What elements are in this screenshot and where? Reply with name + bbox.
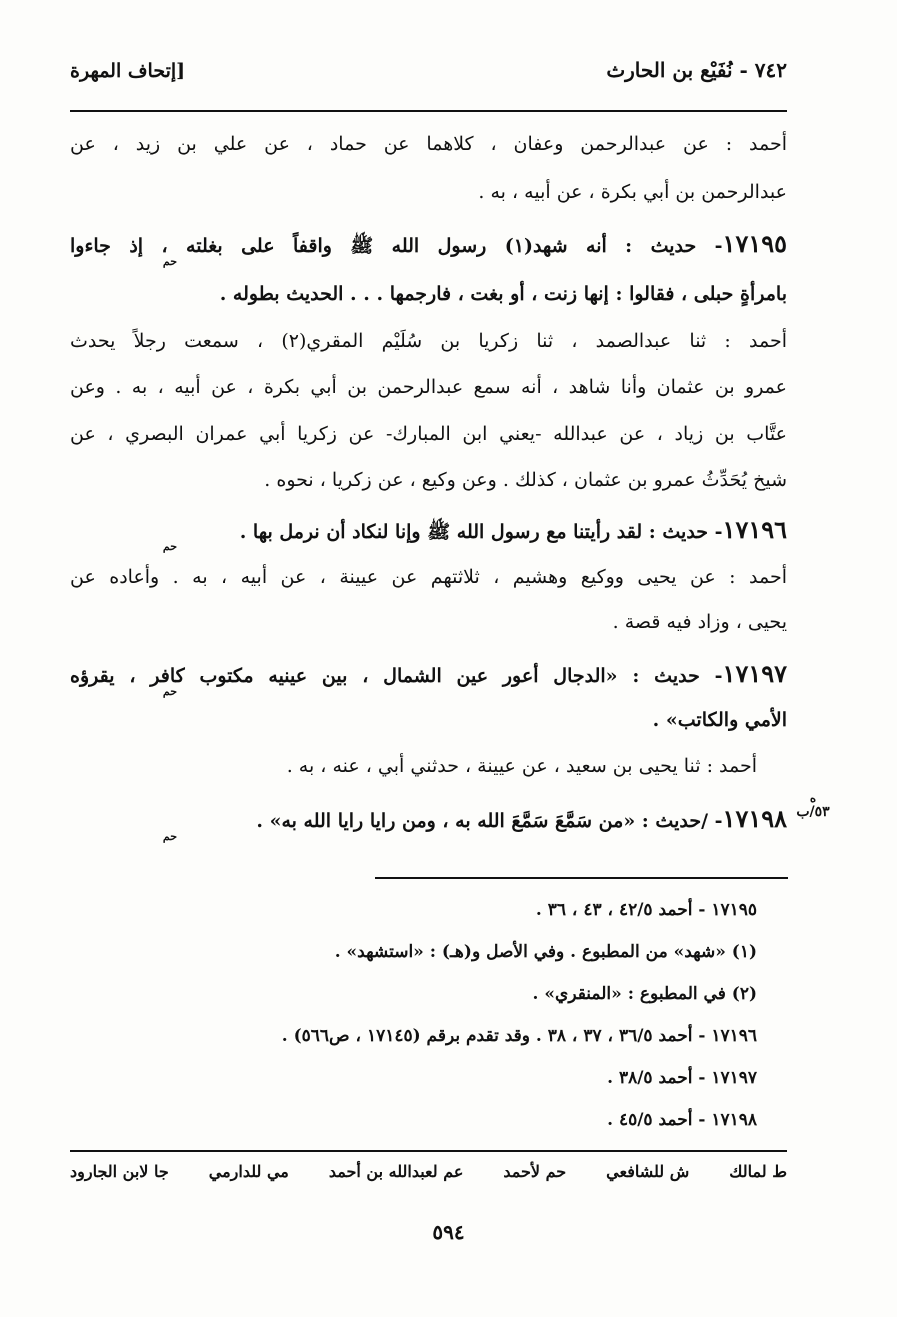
hadith-text: الأمي والكاتب» .: [652, 709, 787, 731]
hadith-number: ١٧١٩٨: [722, 804, 787, 833]
footnote: (٢) في المطبوع : «المنقري» .: [532, 984, 757, 1004]
running-header-title: ٧٤٢ - نُفَيْع بن الحارث: [606, 58, 787, 82]
hadith-number: ١٧١٩٦: [722, 515, 787, 544]
body-line: عتَّاب بن زياد ، عن عبدالله -يعني ابن المبارك- عن زكريا أبي عمران البصري ، عن: [70, 423, 787, 445]
source-mark: حم: [162, 685, 177, 698]
footnote: ١٧١٩٦ - أحمد ٣٦/٥ ، ٣٧ ، ٣٨ . وقد تقدم برقم (١٧١٤٥ ، ص٥٦٦) .: [281, 1026, 757, 1046]
source-mark: حم: [162, 540, 177, 553]
bottom-divider: [70, 1150, 787, 1152]
footnote: ١٧١٩٥ - أحمد ٤٢/٥ ، ٤٣ ، ٣٦ .: [535, 900, 757, 920]
header-divider: [70, 110, 787, 112]
footnote: ١٧١٩٨ - أحمد ٤٥/٥ .: [607, 1110, 757, 1130]
body-line: أحمد : ثنا عبدالصمد ، ثنا زكريا بن سُلَيْم المقري(٢) ، سمعت رجلاً يحدث: [70, 330, 787, 352]
abbreviation-item: جا لابن الجارود: [70, 1162, 169, 1181]
body-line: أحمد : ثنا يحيى بن سعيد ، عن عيينة ، حدثني أبي ، عنه ، به .: [286, 755, 757, 777]
footnote: (١) «شهد» من المطبوع . وفي الأصل و(هـ) : «استشهد» .: [334, 942, 757, 962]
abbreviation-item: حم لأحمد: [503, 1162, 567, 1181]
source-mark: حم: [162, 255, 177, 268]
abbreviation-item: عم لعبدالله بن أحمد: [328, 1162, 464, 1181]
hadith-text: بامرأةٍ حبلى ، فقالوا : إنها زنت ، أو بغت ، فارجمها . . . الحديث بطوله .: [219, 283, 787, 305]
abbreviation-key: [70, 1162, 787, 1181]
hadith-text: - حديث : أنه شهد(١) رسول الله ﷺ واقفاً على بغلته ، إذ جاءوا: [70, 235, 723, 257]
hadith-17198-line: [70, 805, 787, 835]
abbreviation-item: ش للشافعي: [606, 1162, 690, 1181]
source-mark: حم: [162, 830, 177, 843]
abbreviation-item: ط لمالك: [729, 1162, 787, 1181]
hadith-17197-line: [70, 660, 787, 690]
manuscript-folio-note: [795, 792, 831, 820]
footnote-divider: [375, 877, 788, 879]
body-line: يحيى ، وزاد فيه قصة .: [612, 611, 787, 633]
footnote: ١٧١٩٧ - أحمد ٣٨/٥ .: [607, 1068, 757, 1088]
body-line: أحمد : عن عبدالرحمن وعفان ، كلاهما عن حماد ، عن علي بن زيد ، عن: [70, 133, 787, 155]
hadith-text: - /حديث : «من سَمَّعَ سَمَّعَ الله به ، ومن رايا رايا الله به» .: [256, 810, 723, 832]
hadith-number: ١٧١٩٥: [722, 229, 787, 258]
running-header-book: [إتحاف المهرة: [70, 60, 186, 82]
body-line: عمرو بن عثمان وأنا شاهد ، أنه سمع عبدالرحمن بن أبي بكرة ، عن أبيه ، به . وعن: [70, 376, 787, 398]
hadith-text: - حديث : «الدجال أعور عين الشمال ، بين عينيه مكتوب كافر ، يقرؤه: [70, 665, 723, 687]
hadith-text: - حديث : لقد رأيتنا مع رسول الله ﷺ وإنا لنكاد أن نرمل بها .: [239, 521, 723, 543]
hadith-17195-line: [70, 230, 787, 260]
hadith-17196-line: [70, 516, 787, 546]
body-line: شيخ يُحَدِّثُ عمرو بن عثمان ، كذلك . وعن وكيع ، عن زكريا ، نحوه .: [264, 469, 787, 491]
folio-reference: ٥٣/ب: [796, 804, 830, 820]
body-line: أحمد : عن يحيى ووكيع وهشيم ، ثلاثتهم عن عيينة ، عن أبيه ، به . وأعاده عن: [70, 566, 787, 588]
folio-circle-mark: ه: [809, 791, 817, 805]
body-line: عبدالرحمن بن أبي بكرة ، عن أبيه ، به .: [478, 181, 787, 203]
hadith-number: ١٧١٩٧: [722, 659, 787, 688]
page-number: ٥٩٤: [432, 1220, 465, 1244]
abbreviation-item: مي للدارمي: [208, 1162, 289, 1181]
